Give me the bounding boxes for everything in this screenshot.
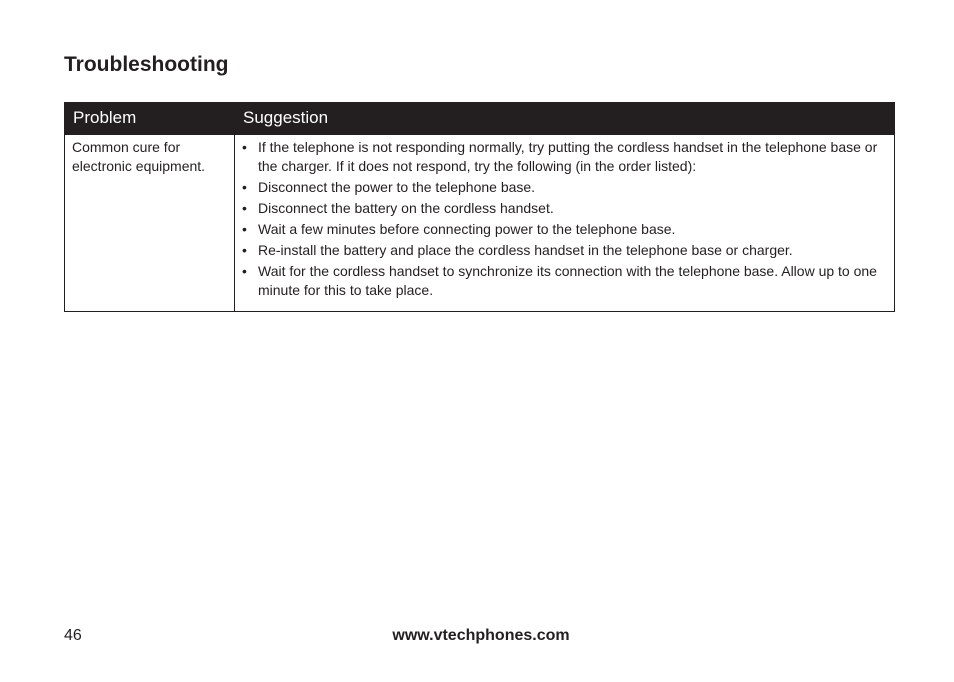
table-header-row — [65, 102, 895, 135]
suggestion-item: • Disconnect the battery on the cordless handset. — [242, 199, 888, 218]
suggestion-item: • Wait for the cordless handset to synchronize its connection with the telephone base. Allow up to one minute for this to take place. — [242, 262, 888, 300]
suggestion-item: • If the telephone is not responding normally, try putting the cordless handset in the telephone base or the charger. If it does not respond, try the following (in the order listed): — [242, 138, 888, 176]
problem-column-header: Problem — [65, 102, 235, 135]
website-url: www.vtechphones.com — [392, 627, 570, 644]
troubleshooting-table — [64, 102, 895, 312]
suggestion-column-header: Suggestion — [235, 102, 895, 135]
table-row — [65, 135, 895, 312]
suggestion-item: • Re-install the battery and place the cordless handset in the telephone base or charger. — [242, 241, 888, 260]
suggestion-item: • Wait a few minutes before connecting power to the telephone base. — [242, 220, 888, 239]
suggestion-list — [242, 138, 888, 300]
suggestion-item: • Disconnect the power to the telephone base. — [242, 178, 888, 197]
problem-cell: Common cure for electronic equipment. — [65, 135, 235, 312]
page-number: 46 — [64, 627, 82, 644]
suggestion-cell — [235, 135, 895, 312]
page-title: Troubleshooting — [64, 53, 229, 76]
